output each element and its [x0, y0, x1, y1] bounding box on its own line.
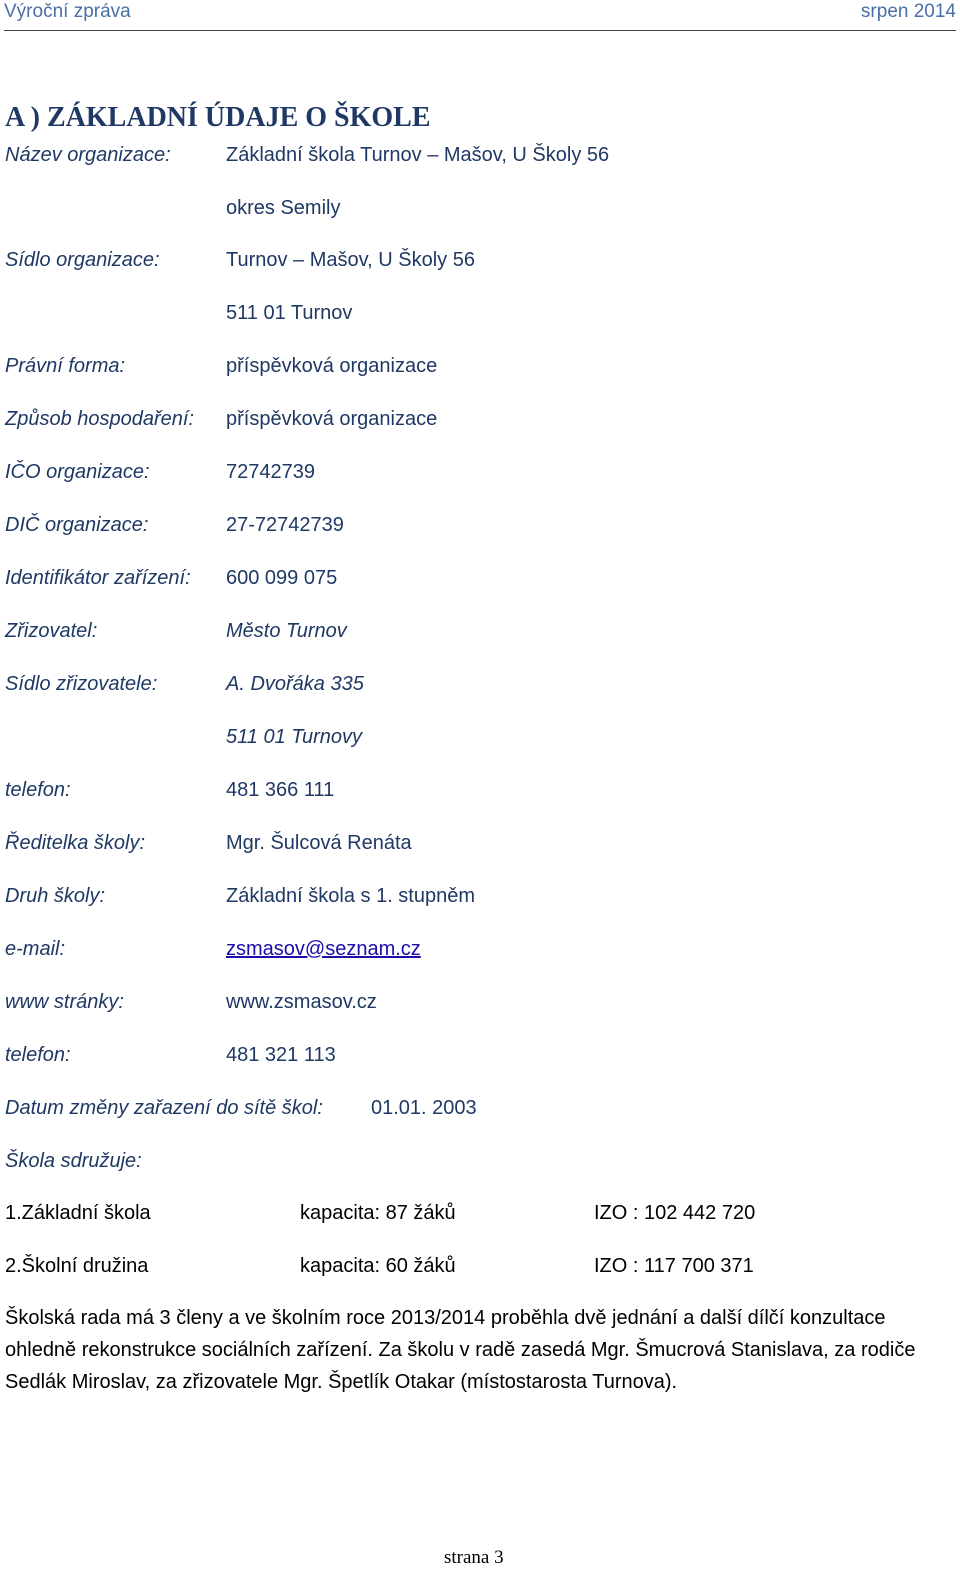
skolska-rada-paragraph [5, 1302, 950, 1398]
component-izo: IZO : 102 442 720 [594, 1202, 756, 1224]
label-email: e-mail: [5, 938, 66, 960]
paragraph-line: Školská rada má 3 členy a ve školním roce 2013/2014 proběhla dvě jednání a další dílčí konzultace [5, 1307, 886, 1329]
value-zrizovatel: Město Turnov [226, 620, 347, 642]
value-www: www.zsmasov.cz [226, 991, 377, 1013]
header-document-title: Výroční zpráva [4, 1, 131, 22]
value-identifikator: 600 099 075 [226, 567, 338, 589]
label-zpusob-hospodareni: Způsob hospodaření: [5, 408, 195, 430]
value-psc-organizace: 511 01 Turnov [226, 302, 353, 324]
label-reditelka: Ředitelka školy: [5, 832, 146, 854]
label-identifikator: Identifikátor zařízení: [5, 567, 191, 589]
value-reditelka: Mgr. Šulcová Renáta [226, 832, 412, 854]
label-datum-zarazeni: Datum změny zařazení do sítě škol: [5, 1097, 323, 1119]
component-capacity: kapacita: 60 žáků [300, 1255, 456, 1277]
label-telefon-1: telefon: [5, 779, 71, 801]
label-ico: IČO organizace: [5, 461, 150, 483]
page-header [4, 0, 956, 31]
value-pravni-forma: příspěvková organizace [226, 355, 438, 377]
label-sidlo-organizace: Sídlo organizace: [5, 249, 160, 271]
section-title: A ) ZÁKLADNÍ ÚDAJE O ŠKOLE [5, 102, 431, 133]
value-dic: 27-72742739 [226, 514, 344, 536]
label-nazev-organizace: Název organizace: [5, 144, 171, 166]
value-telefon-1: 481 366 111 [226, 779, 335, 801]
value-sidlo-zrizovatele: A. Dvořáka 335 [226, 673, 364, 695]
value-sidlo-organizace: Turnov – Mašov, U Školy 56 [226, 249, 475, 271]
value-ico: 72742739 [226, 461, 315, 483]
value-okres: okres Semily [226, 197, 341, 219]
label-druh-skoly: Druh školy: [5, 885, 106, 907]
value-nazev-organizace: Základní škola Turnov – Mašov, U Školy 56 [226, 144, 610, 166]
value-psc-zrizovatele: 511 01 Turnovy [226, 726, 363, 748]
label-www: www stránky: [5, 991, 124, 1013]
component-name: 1.Základní škola [5, 1202, 151, 1224]
label-telefon-2: telefon: [5, 1044, 71, 1066]
component-izo: IZO : 117 700 371 [594, 1255, 754, 1277]
label-skola-sdruzuje: Škola sdružuje: [5, 1150, 142, 1172]
paragraph-line: ohledně rekonstrukce sociálních zařízení. Za školu v radě zasedá Mgr. Šmucrová Stanislava, za rodiče [5, 1339, 916, 1361]
label-zrizovatel: Zřizovatel: [5, 620, 98, 642]
label-pravni-forma: Právní forma: [5, 355, 126, 377]
header-date: srpen 2014 [860, 1, 956, 22]
value-zpusob-hospodareni: příspěvková organizace [226, 408, 438, 430]
label-dic: DIČ organizace: [5, 514, 149, 536]
value-druh-skoly: Základní škola s 1. stupněm [226, 885, 476, 907]
component-name: 2.Školní družina [5, 1255, 149, 1277]
component-capacity: kapacita: 87 žáků [300, 1202, 456, 1224]
label-sidlo-zrizovatele: Sídlo zřizovatele: [5, 673, 158, 695]
email-link[interactable]: zsmasov@seznam.cz [226, 938, 421, 960]
value-datum-zarazeni: 01.01. 2003 [371, 1097, 477, 1119]
value-telefon-2: 481 321 113 [226, 1044, 336, 1066]
page-number: strana 3 [444, 1547, 504, 1568]
paragraph-line: Sedlák Miroslav, za zřizovatele Mgr. Špetlík Otakar (místostarosta Turnova). [5, 1371, 678, 1393]
